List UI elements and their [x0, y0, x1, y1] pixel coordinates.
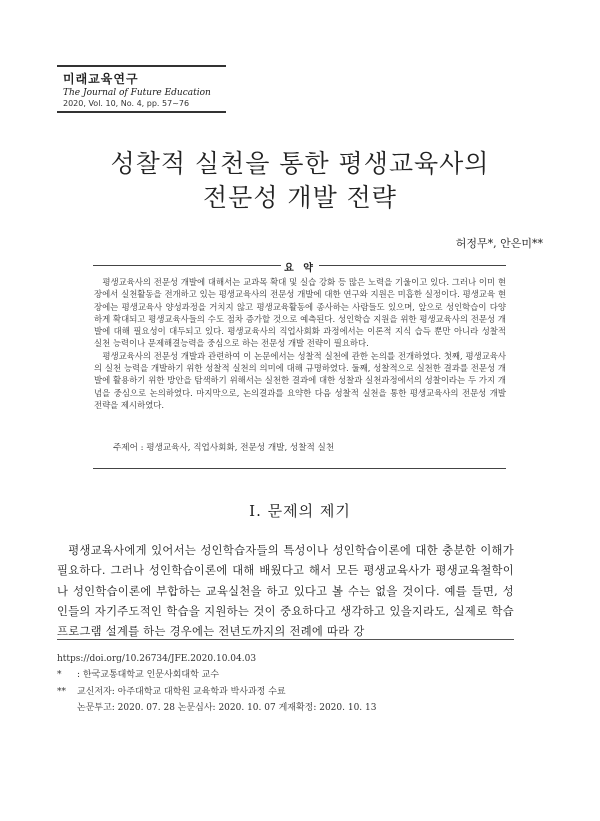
doi-link[interactable]: https://doi.org/10.26734/JFE.2020.10.04.03	[57, 654, 257, 664]
keywords: 주제어 : 평생교육사, 직업사회화, 전문성 개발, 성찰적 실천	[113, 443, 335, 453]
journal-volume: 2020, Vol. 10, No. 4, pp. 57~76	[63, 99, 190, 108]
journal-name-english: The Journal of Future Education	[63, 88, 211, 98]
footnote-author-1	[57, 667, 377, 683]
abstract-paragraph: 평생교육사의 전문성 개발에 대해서는 교과목 확대 및 실습 강화 등 많은 노력을 기울이고 있다. 그러나 이미 현장에서 실천활동을 전개하고 있는 평생교육사의 전문성 개발에 대한 연구와 지원은 미흡한 실정이다. 평생교육 현장에는 평생교육사 양성과정을 거치지 않고 평생교육활동에 종사하는 사람들도 있으며, 앞으로 성인학습이 다양하게 확대되고 평생교육사들의 수도 점차 증가할 것으로 예측된다. 성인학습 지원을 위한 평생교육사의 전문성 개발에 대해 필요성이 대두되고 있다. 평생교육사의 직업사회화 과정에서는 이론적 지식 습득 뿐만 아니라 성찰적 실천 능력이나 문제해결능력을 중심으로 하는 전문성 개발 전략이 필요하다.	[94, 277, 506, 349]
paper-title-line-1: 성찰적 실천을 통한 평생교육사의	[110, 149, 490, 178]
paper-title-line-2: 전문성 개발 전략	[203, 183, 397, 212]
footnote-text: : 한국교통대학교 인문사회대학 교수	[77, 670, 220, 681]
body-paragraph: 평생교육사에게 있어서는 성인학습자들의 특성이나 성인학습이론에 대한 충분한 이해가 필요하다. 그러나 성인학습이론에 대해 배웠다고 해서 모든 평생교육사가 평생교육철학이나 성인학습이론에 부합하는 교육실천을 하고 있다고 볼 수는 없을 것이다. 예를 들면, 성인들의 자기주도적인 학습을 지원하는 것이 중요하다고 생각하고 있을지라도, 실제로 학습프로그램 설계를 하는 경우에는 전년도까지의 전례에 따라 강	[57, 544, 514, 639]
journal-name-korean: 미래교육연구	[63, 72, 139, 86]
footnote-rule	[57, 639, 514, 640]
footnote-text: 교신저자: 아주대학교 대학원 교육학과 박사과정 수료	[77, 686, 286, 697]
footnote-author-2	[57, 684, 377, 700]
abstract-bottom-rule	[93, 468, 506, 469]
abstract-paragraph: 평생교육사의 전문성 개발과 관련하여 이 논문에서는 성찰적 실천에 관한 논의를 전개하였다. 첫째, 평생교육사의 실천 능력을 개발하기 위한 성찰적 실천의 의미에 대해 규명하였다. 둘째, 성찰적으로 실천한 결과를 전문성 개발에 활용하기 위한 방안을 탐색하기 위해서는 실천한 결과에 대한 성찰과 실천과정에서의 성찰이라는 두 가지 개념을 중심으로 논의하였다. 마지막으로, 논의결과를 요약한 다음 성찰적 실천을 통한 평생교육사의 전문성 개발 전략을 제시하였다.	[94, 350, 506, 410]
footnotes	[57, 651, 377, 716]
journal-header	[57, 65, 226, 113]
authors: 허정무*, 안은미**	[455, 237, 543, 250]
footnote-mark: *	[57, 670, 62, 681]
section-title: Ⅰ. 문제의 제기	[249, 502, 351, 520]
footnote-mark: **	[57, 686, 66, 697]
abstract-label: 요 약	[281, 259, 319, 274]
abstract-body	[94, 276, 506, 411]
submission-dates: 논문투고: 2020. 07. 28 논문심사: 2020. 10. 07 게재확정: 2020. 10. 13	[77, 702, 377, 713]
